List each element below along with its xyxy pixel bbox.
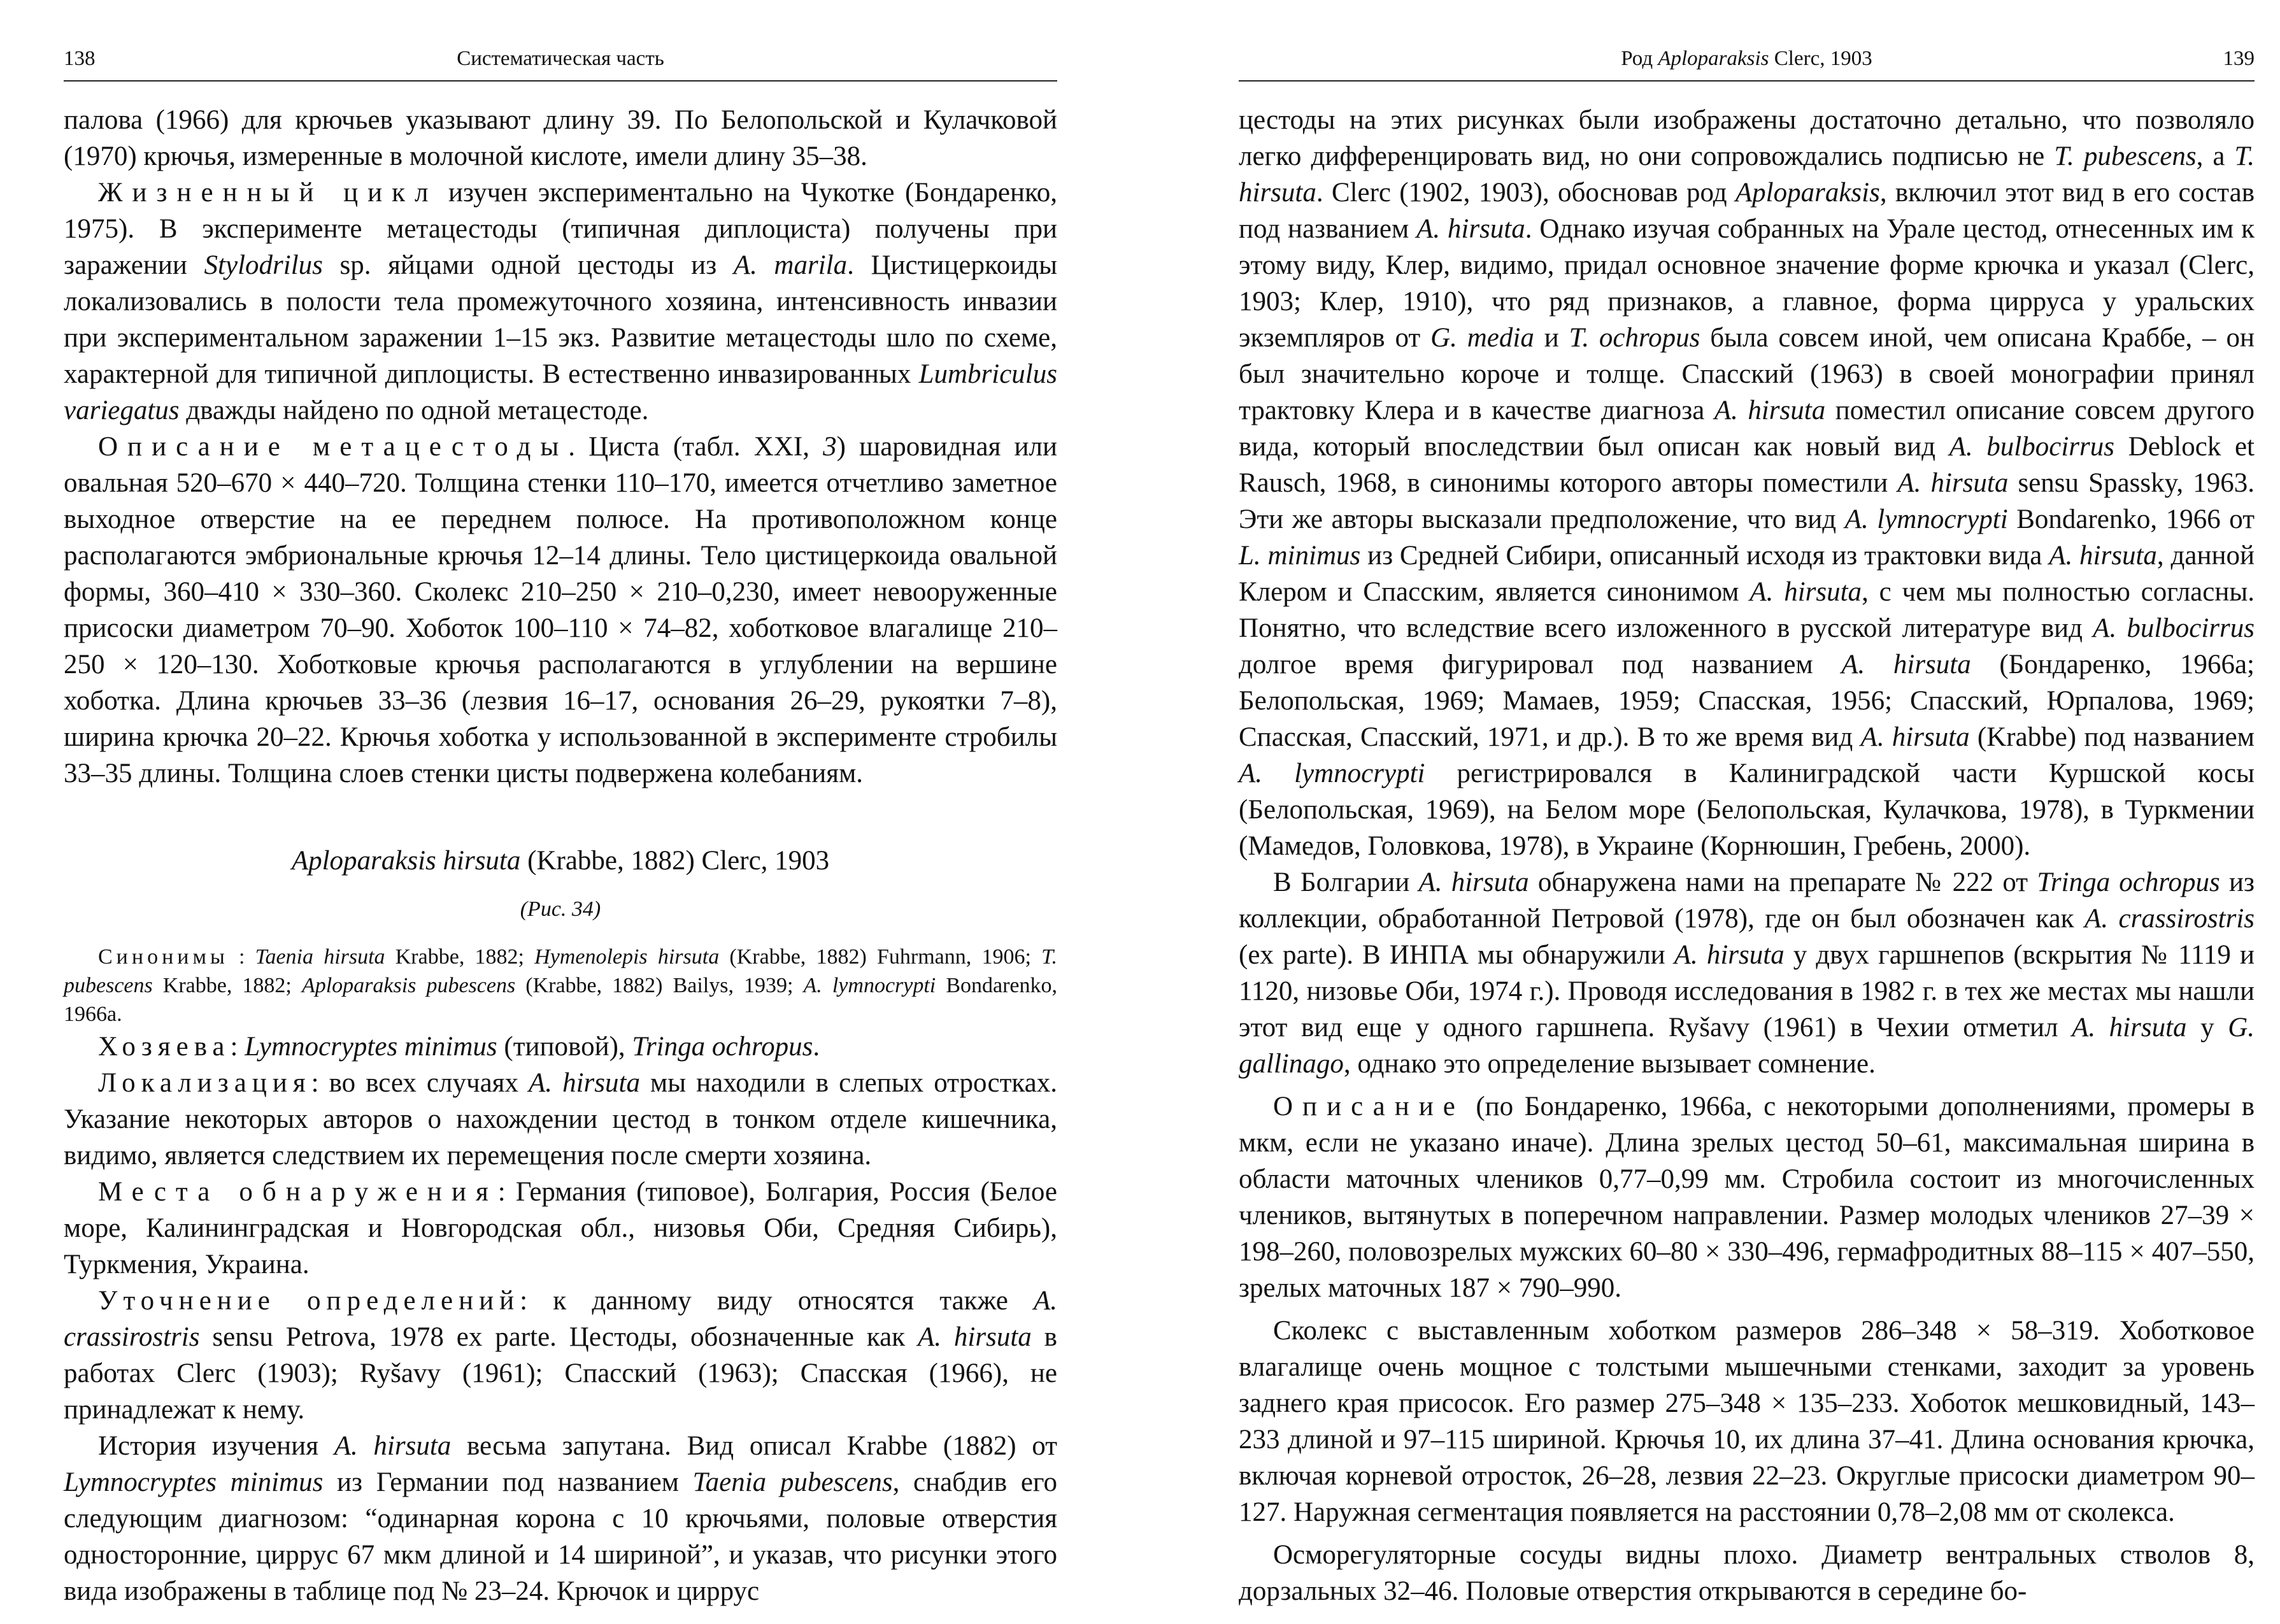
species-heading: Aploparaksis hirsuta (Krabbe, 1882) Clerc, 1903 — [291, 846, 830, 876]
page-number: 138 — [64, 47, 96, 70]
header-rule — [1239, 80, 2255, 82]
header-rule — [64, 80, 1057, 82]
paragraph-description: Описание (по Бондаренко, 1966а, с некоторыми дополнениями, промеры в мкм, если не указано иначе). Длина зрелых цестод 50–61, максимальная ширина в области маточных члеников 0,77–0,99 мм. Стробила состоит из многочисленных члеников, вытянутых в поперечном направлении. Размер молодых члеников 27–39 × 198–260, половозрелых мужских 60–80 × 330–496, гермафродитных 88–115 × 407–550, зрелых маточных 187 × 790–990. — [1239, 1092, 2255, 1303]
paragraph-osmoregulatory: Осморегуляторные сосуды видны плохо. Диаметр вентральных стволов 8, дорзальных 32–46. Половые отверстия открываются в середине бо- — [1239, 1540, 2255, 1606]
left-page — [64, 0, 1057, 1624]
paragraph-bulgaria: В Болгарии A. hirsuta обнаружена нами на препарате № 222 от Tringa ochropus из коллекции, обработанной Петровой (1978), где он был обозначен как A. crassirostris (ex parte). В ИНПА мы обнаружили A. hirsuta у двух гаршнепов (вскрытия № 1119 и 1120, низовье Оби, 1974 г.). Проводя исследования в 1982 г. в тех же местах мы нашли этот вид еще у одного гаршнепа. Ryšavy (1961) в Чехии отметил A. hirsuta у G. gallinago, однако это определение вызывает сомнение. — [1239, 867, 2255, 1079]
paragraph-history-continued: цестоды на этих рисунках были изображены достаточно детально, что позволяло легко дифференцировать вид, но они сопровождались подписью не T. pubescens, а T. hirsuta. Clerc (1902, 1903), обосновав род Aploparaksis, включил этот вид в его состав под названием A. hirsuta. Однако изучая собранных на Урале цестод, отнесенных им к этому виду, Клер, видимо, придал основное значение форме крючка и указал (Clerc, 1903; Клер, 1910), что ряд признаков, а главное, форма цирруса у уральских экземпляров от G. media и T. ochropus была совсем иной, чем описана Краббе, – он был значительно короче и толще. Спасский (1963) в своей монографии принял трактовку Клера и в качестве диагноза A. hirsuta поместил описание совсем другого вида, который впоследствии был описан как новый вид A. bulbocirrus Deblock et Rausch, 1968, в синонимы которого авторы поместили A. hirsuta sensu Spassky, 1963. Эти же авторы высказали предположение, что вид A. lymnocrypti Bondarenko, 1966 от L. minimus из Средней Сибири, описанный исходя из трактовки вида A. hirsuta, данной Клером и Спасским, является синонимом A. hirsuta, с чем мы полностью согласны. Понятно, что вследствие всего изложенного в русской литературе вид A. bulbocirrus долгое время фигурировал под названием A. hirsuta (Бондаренко, 1966а; Белопольская, 1969; Мамаев, 1959; Спасская, 1956; Спасский, Юрпалова, 1969; Спасская, Спасский, 1971, и др.). В то же время вид A. hirsuta (Krabbe) под названием A. lymnocrypti регистрировался в Калиниградской части Куршской косы (Белопольская, 1969), на Белом море (Белопольская, Кулачкова, 1978), в Туркмении (Мамедов, Головкова, 1978), в Украине (Корнюшин, Гребень, 2000). — [1239, 105, 2255, 861]
paragraph-history: История изучения A. hirsuta весьма запутана. Вид описал Krabbe (1882) от Lymnocryptes minimus из Германии под названием Taenia pubescens, снабдив его следующим диагнозом: “одинарная корона с 10 крючьями, половые отверстия односторонние, циррус 67 мкм длиной и 14 шириной”, и указав, что рисунки этого вида изображены в таблице под № 23–24. Крючок и циррус — [64, 1431, 1057, 1606]
paragraph-life-cycle: Жизненный цикл изучен экспериментально на Чукотке (Бондаренко, 1975). В эксперименте метацестоды (типичная диплоциста) получены при заражении Stylodrilus sp. яйцами одной цестоды из A. marila. Цистицеркоиды локализовались в полости тела промежуточного хозяина, интенсивность инвазии при экспериментальном заражении 1–15 экз. Развитие метацестоды шло по схеме, характерной для типичной диплоцисты. В естественно инвазированных Lumbriculus variegatus дважды найдено по одной метацестоде. — [64, 178, 1058, 425]
paragraph-localization: Локализация: во всех случаях A. hirsuta мы находили в слепых отростках. Указание некоторых авторов о нахождении цестод в тонком отделе кишечника, видимо, является следствием их перемещения после смерти хозяина. — [64, 1068, 1057, 1171]
running-title: Систематическая часть — [457, 47, 664, 70]
running-header — [64, 39, 1057, 78]
page-number: 139 — [2223, 47, 2255, 70]
paragraph-identification: Уточнение определений: к данному виду относятся также A. crassirostris sensu Petrova, 1978 ex parte. Цестоды, обозначенные как A. hirsuta в работах Clerc (1903); Ryšavy (1961); Спасский (1963); Спасская (1966), не принадлежат к нему. — [64, 1286, 1057, 1425]
running-title: Род Aploparaksis Clerc, 1903 — [1621, 47, 1872, 70]
right-page — [1239, 0, 2255, 1624]
figure-reference: (Рис. 34) — [520, 897, 601, 921]
paragraph-scolex: Сколекс с выставленным хоботком размеров 286–348 × 58–319. Хоботковое влагалище очень мощное с толстыми мышечными стенками, заходит за уровень заднего края присосок. Его размер 275–348 × 135–233. Хоботок мешковидный, 143–233 длиной и 97–115 шириной. Крючья 10, их длина 37–41. Длина основания крючка, включая корневой отросток, 26–28, лезвия 22–23. Округлые присоски диаметром 90–127. Наружная сегментация появляется на расстоянии 0,78–2,08 мм от сколекса. — [1239, 1316, 2255, 1527]
paragraph-continuation: палова (1966) для крючьев указывают длину 39. По Белопольской и Кулачковой (1970) крючья, измеренные в молочной кислоте, имели длину 35–38. — [64, 105, 1057, 171]
right-body-text — [1239, 102, 2255, 1609]
running-header — [1239, 39, 2255, 78]
paragraph-hosts: Хозяева: Lymnocryptes minimus (типовой), Tringa ochropus. — [98, 1032, 820, 1062]
synonyms-block: Синонимы : Taenia hirsuta Krabbe, 1882; Hymenolepis hirsuta (Krabbe, 1882) Fuhrmann, 1906; T. pubescens Krabbe, 1882; Aploparaksis pubescens (Krabbe, 1882) Bailys, 1939; A. lymnocrypti Bondarenko, 1966a. — [64, 945, 1058, 1026]
paragraph-metacestode: Описание метацестоды. Циста (табл. XXI, 3) шаровидная или овальная 520–670 × 440–720. Толщина стенки 110–170, имеется отчетливо заметное выходное отверстие на ее переднем полюсе. На противоположном конце располагаются эмбриональные крючья 12–14 длины. Тело цистицеркоида овальной формы, 360–410 × 330–360. Сколекс 210–250 × 210–0,230, имеет невооруженные присоски диаметром 70–90. Хоботок 100–110 × 74–82, хоботковое влагалище 210–250 × 120–130. Хоботковые крючья располагаются в углублении на вершине хоботка. Длина крючьев 33–36 (лезвия 16–17, основания 26–29, рукоятки 7–8), ширина крючка 20–22. Крючья хоботка у использованной в эксперименте стробилы 33–35 длины. Толщина слоев стенки цисты подвержена колебаниям. — [64, 432, 1057, 788]
left-body-text — [64, 102, 1057, 1609]
paragraph-sites: Места обнаружения: Германия (типовое), Болгария, Россия (Белое море, Калининградская и Новгородская обл., низовья Оби, Средняя Сибирь), Туркмения, Украина. — [64, 1177, 1058, 1279]
